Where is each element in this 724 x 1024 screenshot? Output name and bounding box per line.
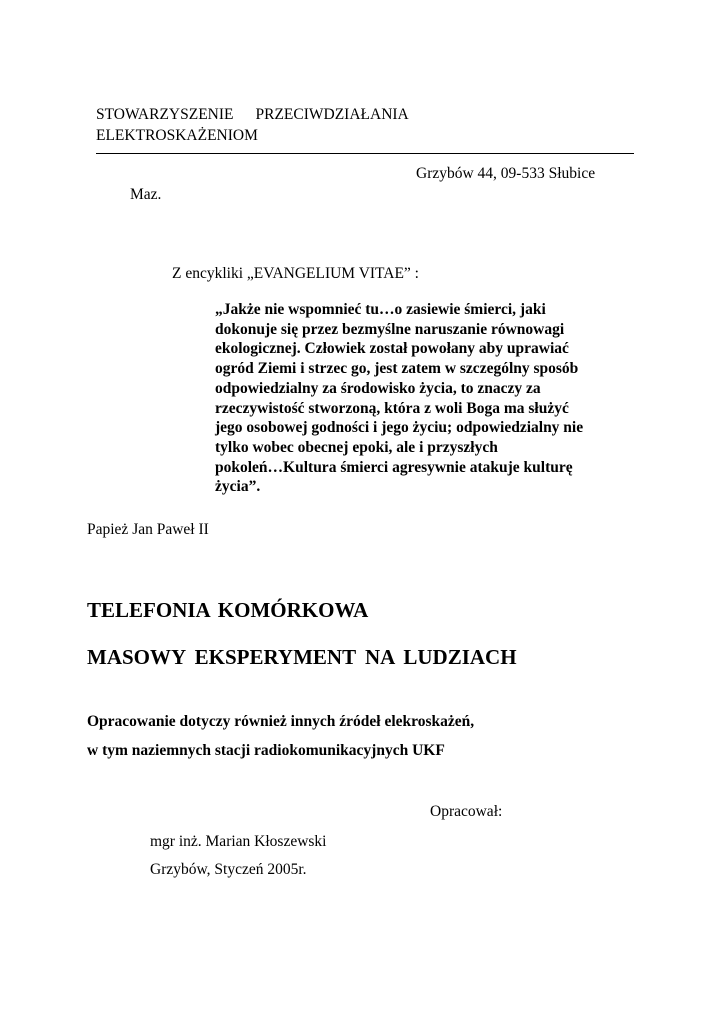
- subtitle-line1: Opracowanie dotyczy również innych źródeł elekroskażeń,: [87, 713, 475, 730]
- author-name: mgr inż. Marian Kłoszewski: [150, 833, 327, 850]
- place-and-date: Grzybów, Styczeń 2005r.: [150, 861, 307, 878]
- document-title-line2: MASOWY EKSPERYMENT NA LUDZIACH: [87, 645, 517, 669]
- document-title-line1: TELEFONIA KOMÓRKOWA: [87, 598, 369, 622]
- quote-line: rzeczywistość stworzoną, która z woli Boga ma służyć: [215, 399, 569, 417]
- header-divider: [96, 153, 634, 154]
- quote-line: jego osobowej godności i jego życiu; odpowiedzialny nie: [215, 419, 584, 437]
- subtitle-line2: w tym naziemnych stacji radiokomunikacyjnych UKF: [87, 742, 445, 759]
- quote-line: ekologicznej. Człowiek został powołany aby uprawiać: [215, 340, 569, 358]
- quote-line: ogród Ziemi i strzec go, jest zatem w szczególny sposób: [215, 360, 579, 378]
- organization-word-2: PRZECIWDZIAŁANIA: [255, 106, 409, 123]
- encyclical-quote: [215, 300, 635, 497]
- organization-name-line1: [96, 106, 409, 124]
- quote-line: dokonuje się przez bezmyślne naruszanie równowagi: [215, 320, 565, 338]
- prepared-by-label: Opracował:: [430, 803, 503, 820]
- quote-line: „Jakże nie wspomnieć tu…o zasiewie śmierci, jaki: [215, 301, 546, 318]
- quote-line: odpowiedzialny za środowisko życia, to znaczy za: [215, 379, 541, 397]
- encyclical-intro: Z encykliki „EVANGELIUM VITAE” :: [172, 265, 419, 282]
- address-line1: Grzybów 44, 09-533 Słubice: [416, 165, 596, 182]
- address-line2: Maz.: [130, 186, 162, 203]
- organization-name-line2: ELEKTROSKAŻENIOM: [96, 127, 258, 144]
- quote-signature: Papież Jan Paweł II: [87, 521, 209, 538]
- organization-word-1: STOWARZYSZENIE: [96, 106, 234, 123]
- quote-line: życia”.: [215, 478, 261, 496]
- quote-line: tylko wobec obecnej epoki, ale i przyszłych: [215, 438, 498, 456]
- quote-line: pokoleń…Kultura śmierci agresywnie atakuje kulturę: [215, 458, 573, 476]
